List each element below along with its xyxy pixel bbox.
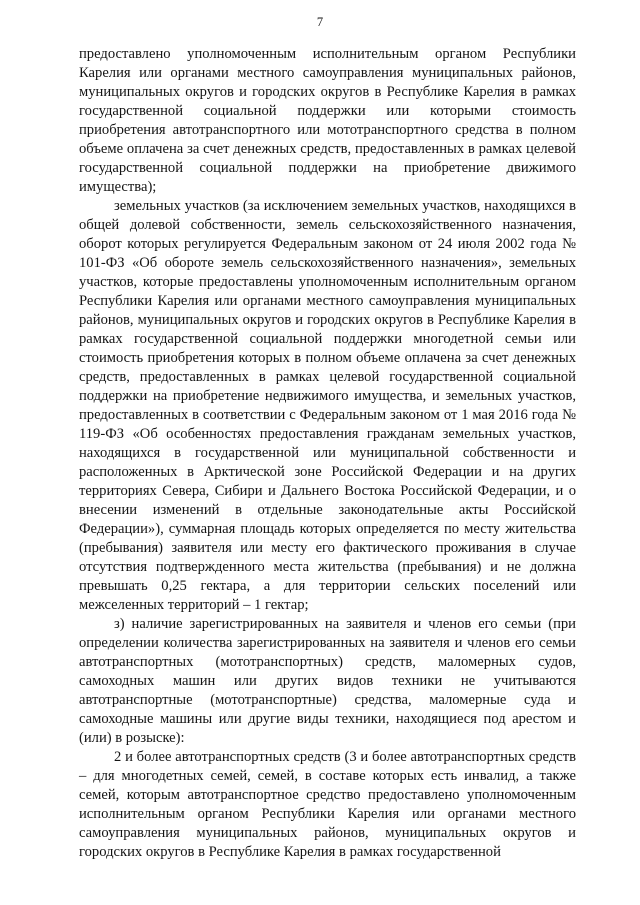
page-number: 7 bbox=[316, 15, 324, 29]
paragraph-1: предоставлено уполномоченным исполнительным органом Республики Карелия или органами местного самоуправления муниципальных районов, муниципальных округов и городских округов в Республике Карелия в рамках государственной социальной поддержки или которыми стоимость приобретения автотранспортного или мототранспортного средства в полном объеме оплачена за счет денежных средств, предоставленных в рамках целевой государственной социальной поддержки на приобретение движимого имущества); bbox=[79, 46, 576, 195]
paragraph-4: 2 и более автотранспортных средств (3 и более автотранспортных средств – для многодетных семей, семей, в составе которых есть инвалид, а также семей, которым автотранспортное средство предоставлено уполномоченным исполнительным органом Республики Карелия или органами местного самоуправления муниципальных районов, муниципальных округов и городских округов в Республике Карелия в рамках государственной bbox=[79, 749, 576, 860]
paragraph-3: з) наличие зарегистрированных на заявителя и членов его семьи (при определении количества зарегистрированных на заявителя и членов его семьи автотранспортных (мототранспортных) средств, маломерных судов, самоходных машин или других видов техники не учитываются автотранспортные (мототранспортные) средства, маломерные суда и самоходные машины или другие виды техники, находящиеся под арестом и (или) в розыске): bbox=[79, 616, 576, 746]
body-text bbox=[79, 45, 576, 862]
paragraph-2: земельных участков (за исключением земельных участков, находящихся в общей долевой собственности, земель сельскохозяйственного назначения, оборот которых регулируется Федеральным законом от 24 июля 2002 года № 101-ФЗ «Об обороте земель сельскохозяйственного назначения», земельных участков, которые предоставлены уполномоченным исполнительным органом Республики Карелия или органами местного самоуправления муниципальных районов, муниципальных округов и городских округов в Республике Карелия в рамках государственной социальной поддержки многодетной семьи или стоимость приобретения которых в полном объеме оплачена за счет денежных средств, предоставленных в рамках целевой государственной социальной поддержки на приобретение недвижимого имущества, и земельных участков, предоставленных в соответствии с Федеральным законом от 1 мая 2016 года № 119-ФЗ «Об особенностях предоставления гражданам земельных участков, находящихся в государственной или муниципальной собственности и расположенных в Арктической зоне Российской Федерации и на других территориях Севера, Сибири и Дальнего Востока Российской Федерации, и о внесении изменений в отдельные законодательные акты Российской Федерации»), суммарная площадь которых определяется по месту жительства (пребывания) заявителя или месту его фактического проживания в случае отсутствия подтвержденного места жительства (пребывания) и не должна превышать 0,25 гектара, а для территории сельских поселений или межселенных территорий – 1 гектар; bbox=[79, 198, 576, 613]
